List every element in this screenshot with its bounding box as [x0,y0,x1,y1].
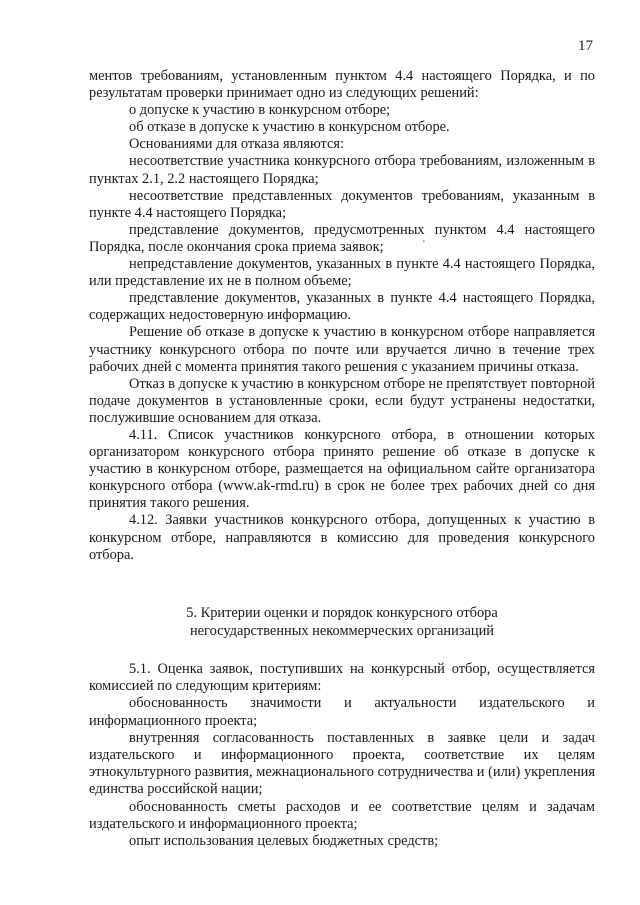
paragraph: Отказ в допуске к участию в конкурсном отборе не препятствует повторной подаче документов в установленные сроки, если будут устранены недостатки, послужившие основанием для отказа. [89,375,595,426]
paragraph: 4.11. Список участников конкурсного отбора, в отношении которых организатором конкурсного отбора принято решение об отказе в допуске к участию в конкурсном отборе, размещается на официальном сайте организатора конкурсного отбора (www.ak-rmd.ru) в срок не более трех рабочих дней со дня принятия такого решения. [89,426,595,512]
paragraph: о допуске к участию в конкурсном отборе; [129,102,391,119]
body-text-block-2 [89,661,595,850]
paragraph: несоответствие представленных документов требованиям, указанным в пункте 4.4 настоящего Порядка; [89,187,595,221]
paragraph: 5.1. Оценка заявок, поступивших на конкурсный отбор, осуществляется комиссией по следующим критериям: [89,661,595,695]
scan-mark: ' [423,239,425,250]
paragraph: обоснованность значимости и актуальности издательского и информационного проекта; [89,695,595,729]
paragraph: представление документов, указанных в пункте 4.4 настоящего Порядка, содержащих недостоверную информацию. [89,290,595,324]
paragraph: 4.12. Заявки участников конкурсного отбора, допущенных к участию в конкурсном отборе, направляются в комиссию для проведения конкурсного отбора. [89,512,595,563]
body-text-block-1 [89,68,595,564]
paragraph: Решение об отказе в допуске к участию в конкурсном отборе направляется участнику конкурсного отбора по почте или вручается лично в течение трех рабочих дней с момента принятия такого решения с указанием причины отказа. [89,324,595,375]
paragraph: представление документов, предусмотренных пунктом 4.4 настоящего Порядка, после окончания срока приема заявок; [89,221,595,255]
paragraph: обоснованность сметы расходов и ее соответствие целям и задачам издательского и информационного проекта; [89,798,595,832]
page-number: 17 [578,38,593,54]
section-title [89,605,595,640]
paragraph: об отказе в допуске к участию в конкурсном отборе. [129,119,450,136]
section-title-line-2: негосударственных некоммерческих организаций [189,622,495,639]
paragraph: несоответствие участника конкурсного отбора требованиям, изложенным в пунктах 2.1, 2.2 настоящего Порядка; [89,153,595,187]
paragraph: Основаниями для отказа являются: [129,136,344,153]
paragraph: опыт использования целевых бюджетных средств; [129,833,439,850]
paragraph: непредставление документов, указанных в пункте 4.4 настоящего Порядка, или представление их не в полном объеме; [89,256,595,290]
section-title-line-1: 5. Критерии оценки и порядок конкурсного отбора [186,605,498,621]
paragraph: внутренняя согласованность поставленных в заявке цели и задач издательского и информационного проекта, соответствие их целям этнокультурного развития, межнационального сотрудничества и (или) укрепления единства российской нации; [89,729,595,798]
paragraph: ментов требованиям, установленным пунктом 4.4 настоящего Порядка, и по результатам проверки принимает одно из следующих решений: [89,68,595,102]
